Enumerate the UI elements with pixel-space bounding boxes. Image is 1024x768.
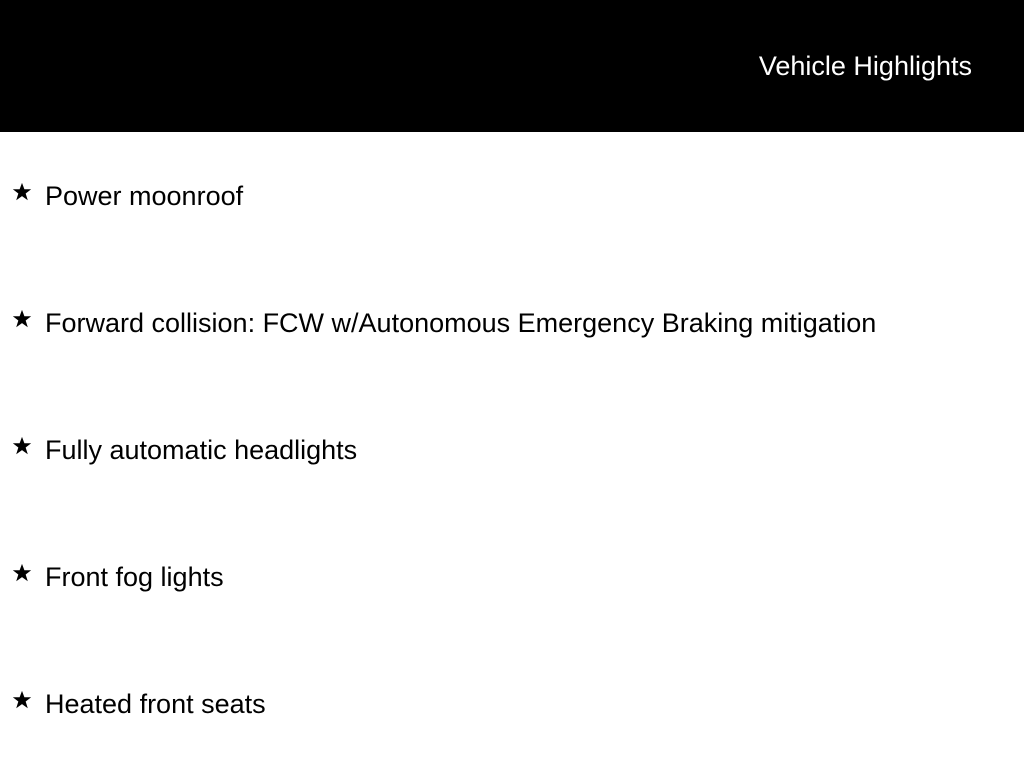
highlight-label: Power moonroof bbox=[45, 181, 244, 211]
star-icon bbox=[11, 435, 33, 457]
star-icon bbox=[11, 562, 33, 584]
highlight-label: Heated front seats bbox=[45, 689, 266, 719]
header-bar bbox=[0, 0, 1024, 132]
list-item bbox=[0, 179, 1024, 219]
list-item bbox=[0, 687, 1024, 727]
star-icon bbox=[11, 689, 33, 711]
star-icon bbox=[11, 308, 33, 330]
list-item bbox=[0, 306, 1024, 346]
highlight-label: Fully automatic headlights bbox=[45, 435, 358, 465]
star-icon bbox=[11, 181, 33, 203]
list-item bbox=[0, 433, 1024, 473]
highlight-label: Front fog lights bbox=[45, 562, 224, 592]
list-item bbox=[0, 560, 1024, 600]
highlight-label: Forward collision: FCW w/Autonomous Emergency Braking mitigation bbox=[45, 308, 877, 338]
page-title: Vehicle Highlights bbox=[758, 51, 972, 81]
